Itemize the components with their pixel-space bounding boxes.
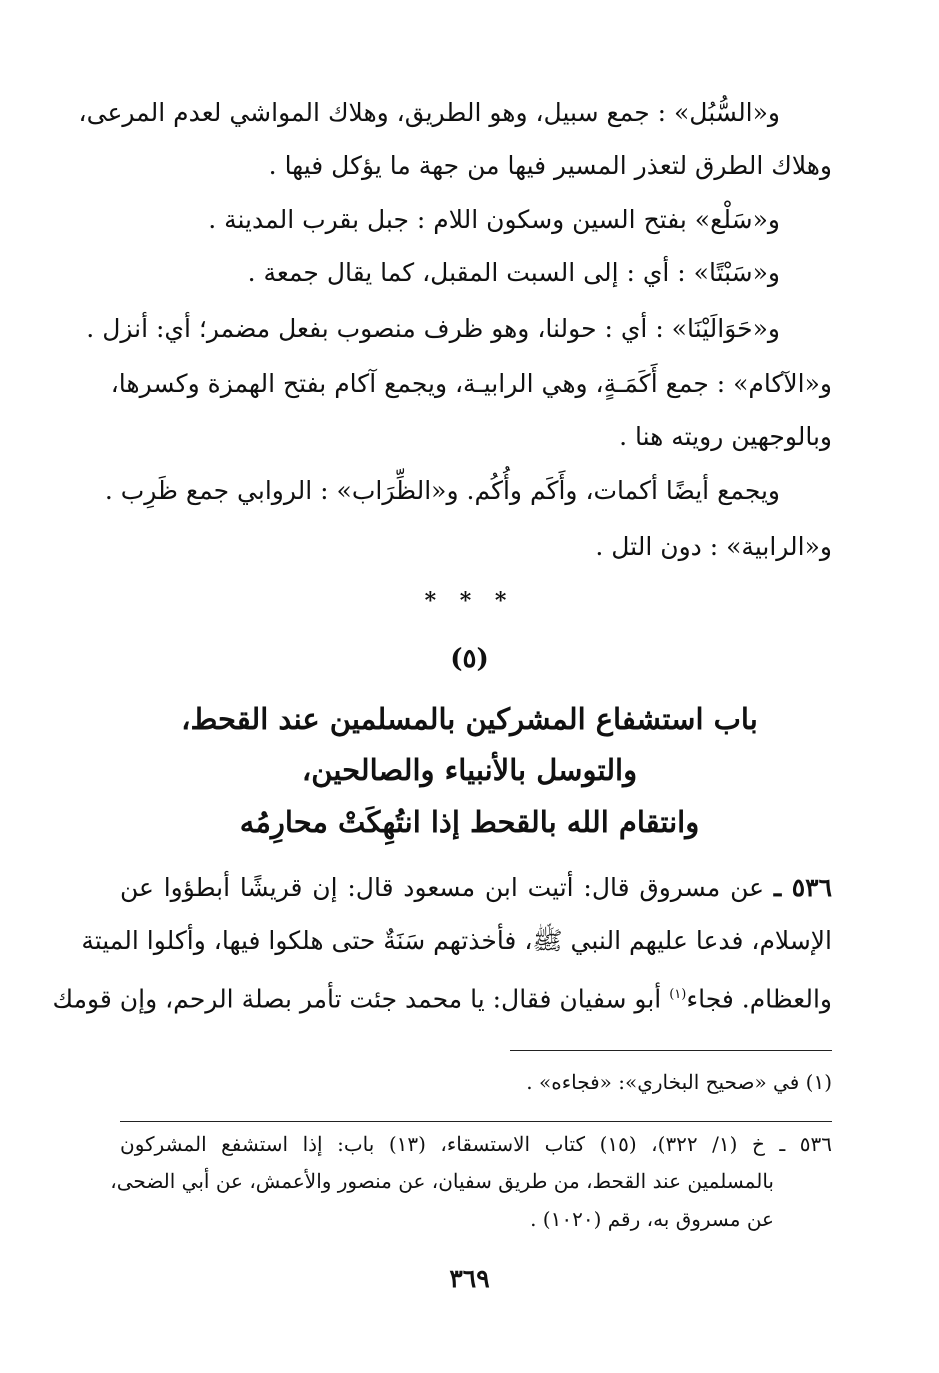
glossary-line: وبالوجهين رويته هنا . [619,422,832,451]
chapter-number: (٥) [450,644,489,674]
footnote-divider [510,1050,832,1051]
section-separator: * * * [424,588,515,614]
takhrij-divider [120,1121,832,1122]
chapter-title-line: وانتقام الله بالقحط إذا انتُهِكَتْ محارِمُه [239,805,700,839]
takhrij-line: ٥٣٦ ـ خ (١/ ٣٢٢)، (١٥) كتاب الاستسقاء، (١٣) باب: إذا استشفع المشركون [120,1132,832,1156]
hadith-number: ٥٣٦ ـ [773,873,833,902]
takhrij-line: بالمسلمين عند القحط، من طريق سفيان، عن منصور والأعمش، عن أبي الضحى، [110,1169,774,1193]
chapter-title-line: باب استشفاع المشركين بالمسلمين عند القحط، [181,702,758,736]
glossary-line: و«السُّبُل» : جمع سبيل، وهو الطريق، وهلاك المواشي لعدم المرعى، [78,98,780,127]
hadith-text: عن مسروق قال: أتيت ابن مسعود قال: إن قريشًا أبطؤوا عن [120,873,765,902]
glossary-line: و«الآكام» : جمع أَكَمَـةٍ، وهي الرابيـة، ويجمع آكام بفتح الهمزة وكسرها، [110,369,832,398]
takhrij-line: عن مسروق به، رقم (١٠٢٠) . [530,1207,774,1231]
chapter-title-line: والتوسل بالأنبياء والصالحين، [301,753,638,787]
hadith-line [52,975,832,1015]
glossary-line: وهلاك الطرق لتعذر المسير فيها من جهة ما يؤكل فيها . [268,151,832,180]
hadith-line: الإسلام، فدعا عليهم النبي ﷺ، فأخذتهم سَنَةٌ حتى هلكوا فيها، وأكلوا الميتة [81,926,832,955]
glossary-line: و«سَبْتًا» : أي : إلى السبت المقبل، كما يقال جمعة . [247,258,780,287]
footnote-text: (١) في «صحيح البخاري»: «فجاءه» . [526,1070,832,1094]
glossary-line: و«الرابية» : دون التل . [595,532,832,561]
hadith-line [120,868,832,908]
hadith-text: والعظام. فجاء [686,984,832,1014]
glossary-line: و«سَلْع» بفتح السين وسكون اللام : جبل بقرب المدينة . [208,205,780,234]
hadith-text: أبو سفيان فقال: يا محمد جئت تأمر بصلة الرحم، وإن قومك [52,984,670,1014]
glossary-line: و«حَوَالَيْنَا» : أي : حولنا، وهو ظرف منصوب بفعل مضمر؛ أي: أنزل . [86,314,780,343]
page-number: ٣٦٩ [449,1264,490,1293]
glossary-line: ويجمع أيضًا أكمات، وأَكَم وأُكُم. و«الظِّرَاب» : الروابي جمع ظَرِب . [104,476,780,505]
footnote-reference: (١) [669,987,687,1002]
